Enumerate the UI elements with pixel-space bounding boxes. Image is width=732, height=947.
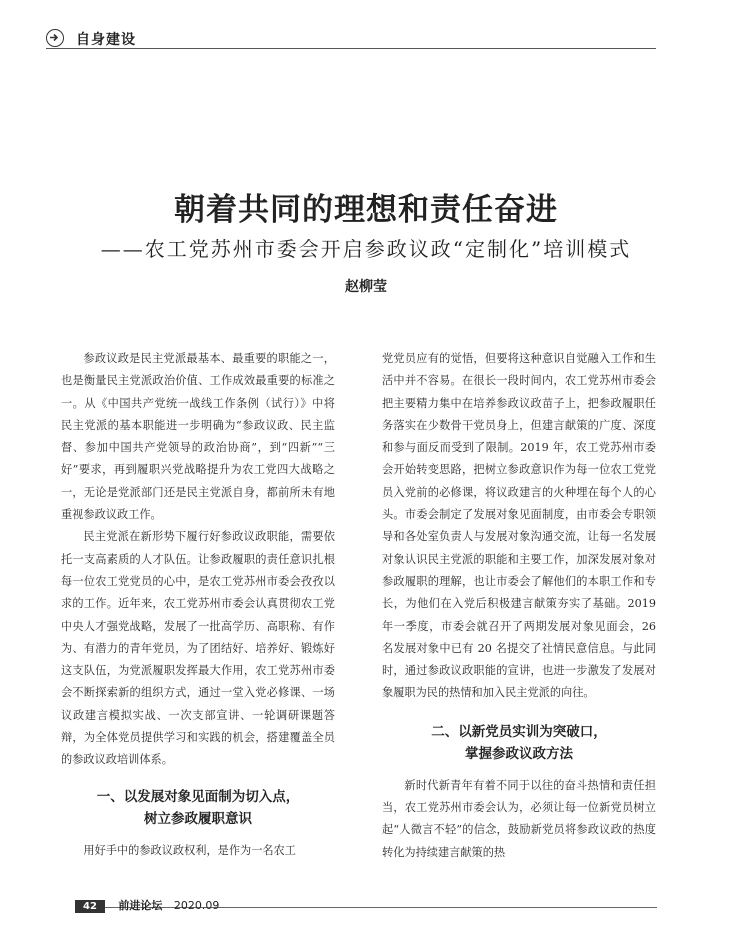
paragraph: 新时代新青年有着不同于以往的奋斗热情和责任担当，农工党苏州市委会认为，必须让每一位新党员树立起“人微言不轻”的信念，鼓励新党员将参政议政的热度转化为持续建言献策的热 (382, 778, 656, 859)
heading-line: 掌握参政议政方法 (465, 745, 573, 762)
page-footer (75, 897, 219, 915)
arrow-circle-icon (46, 29, 64, 47)
journal-name: 前进论坛 (118, 899, 163, 912)
right-column (382, 348, 656, 864)
header-divider (46, 48, 656, 49)
issue-date: 2020.09 (173, 899, 220, 912)
heading-line: 二、以新党员实训为突破口， (431, 723, 607, 740)
paragraph: 用好手中的参政议政权利，是作为一名农工 (83, 843, 296, 857)
left-column (61, 348, 335, 862)
heading-line: 树立参政履职意识 (144, 810, 252, 827)
paragraph: 参政议政是民主党派最基本、最重要的职能之一，也是衡量民主党派政治价值、工作成效最重要的标准之一。从《中国共产党统一战线工作条例（试行）》中将民主党派的基本职能进一步明确为“参政议政、民主监督、参加中国共产党领导的政治协商”，到“四新”“三好”要求，再到履职兴党战略提升为农工党四大战略之一，无论是党派部门还是民主党派自身，都前所未有地重视参政议政工作。 (61, 352, 335, 522)
section-label: 自身建设 (76, 32, 136, 48)
article-subtitle: ——农工党苏州市委会开启参政议政“定制化”培训模式 (100, 237, 632, 261)
page-number: 42 (75, 900, 105, 913)
paragraph: 党党员应有的觉悟，但要将这种意识自觉融入工作和生活中并不容易。在很长一段时间内，农工党苏州市委会把主要精力集中在培养参政议政苗子上，把参政履职任务落实在少数骨干党员身上，但建言献策的广度、深度和参与面反而受到了限制。2019 年，农工党苏州市委会开始转变思路，把树立参政意识作为每一位农工党党员入党前的必修课，将议政建言的火种埋在每个人的心头。市委会制定了发展对象见面制度，由市委会专职领导和各处室负责人与发展对象沟通交流，让每一名发展对象认识民主党派的职能和主要工作，加深发展对象对参政履职的理解，也让市委会了解他们的本职工作和专长，为他们在入党后积极建言献策夯实了基础。2019 年一季度，市委会就召开了两期发展对象见面会，26 名发展对象中已有 20 名提交了社情民意信息。与此同时，通过参政议政职能的宣讲，也进一步激发了发展对象履职为民的热情和加入民主党派的向往。 (382, 352, 656, 700)
section-heading-1 (61, 786, 335, 830)
heading-line: 一、以发展对象见面制为切入点， (96, 788, 300, 805)
article-title: 朝着共同的理想和责任奋进 (174, 192, 558, 228)
section-heading-2 (382, 721, 656, 765)
article-author: 赵柳莹 (345, 279, 387, 295)
page-header (46, 28, 656, 50)
paragraph: 民主党派在新形势下履行好参政议政职能，需要依托一支高素质的人才队伍。让参政履职的责任意识扎根每一位农工党党员的心中，是农工党苏州市委会孜孜以求的工作。近年来，农工党苏州市委会认真贯彻农工党中央人才强党战略，发展了一批高学历、高职称、有作为、有潜力的青年党员，为了团结好、培养好、锻炼好这支队伍，为党派履职发挥最大作用，农工党苏州市委会不断探索新的组织方式，通过一堂入党必修课、一场议政建言模拟实战、一次支部宣讲、一轮调研课题答辩，为全体党员提供学习和实践的机会，搭建覆盖全员的参政议政培训体系。 (61, 530, 335, 767)
